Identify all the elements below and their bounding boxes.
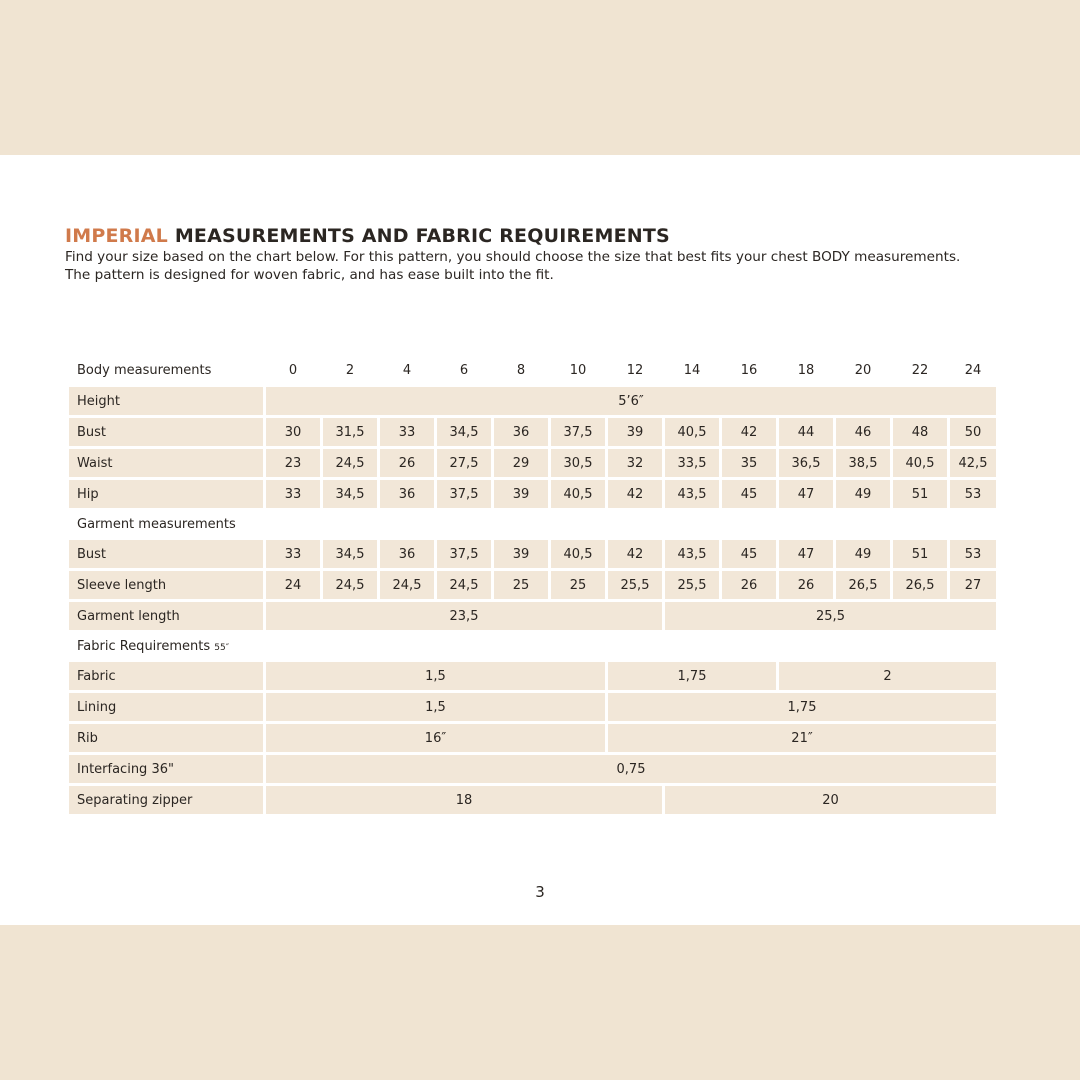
size-header: 20 [854,362,872,378]
table-row-height [69,387,996,415]
title-accent: IMPERIAL [65,225,168,247]
table-row-hip [69,480,996,508]
table-cell: 35 [722,449,776,477]
table-cell: 39 [494,480,548,508]
row-label: Interfacing 36" [69,755,263,783]
section-row-garment [69,511,996,537]
table-cell: 33 [380,418,434,446]
table-cell: 23 [266,449,320,477]
size-header: 6 [459,362,469,378]
table-cell: 44 [779,418,833,446]
intro-line-1: Find your size based on the chart below. For this pattern, you should choose the size that best fits your chest BODY measurements. [65,249,961,265]
table-row-lining [69,693,996,721]
row-label: Lining [69,693,263,721]
table-cell: 42 [608,540,662,568]
size-header: 14 [683,362,701,378]
table-cell: 43,5 [665,540,719,568]
table-cell: 40,5 [551,480,605,508]
size-header: 10 [569,362,587,378]
size-chart-table [66,353,999,817]
size-header: 2 [345,362,355,378]
table-row-rib [69,724,996,752]
table-cell: 25,5 [665,602,996,630]
table-row-fabric [69,662,996,690]
row-label: Waist [69,449,263,477]
row-label: Bust [69,540,263,568]
table-cell: 24,5 [323,449,377,477]
size-header: 8 [516,362,526,378]
section-label-fabric [69,633,996,659]
section-label-garment: Garment measurements [77,516,236,532]
table-cell: 40,5 [893,449,947,477]
table-cell: 26 [779,571,833,599]
table-cell: 36,5 [779,449,833,477]
table-cell: 27,5 [437,449,491,477]
page-number: 3 [535,883,545,901]
table-cell: 40,5 [551,540,605,568]
table-cell: 32 [608,449,662,477]
table-cell: 33,5 [665,449,719,477]
table-cell: 39 [494,540,548,568]
table-row-interfacing [69,755,996,783]
table-row-sleeve-length [69,571,996,599]
size-header: 24 [964,362,982,378]
table-cell: 53 [950,540,996,568]
table-cell: 25,5 [665,571,719,599]
size-header: 16 [740,362,758,378]
fabric-section-title: Fabric Requirements [77,638,211,654]
table-cell: 47 [779,540,833,568]
table-cell: 26 [380,449,434,477]
document-page [0,155,1080,925]
row-label: Separating zipper [69,786,263,814]
table-cell: 30 [266,418,320,446]
table-cell: 51 [893,540,947,568]
table-cell: 37,5 [437,540,491,568]
table-cell: 40,5 [665,418,719,446]
table-cell: 46 [836,418,890,446]
table-cell: 23,5 [266,602,662,630]
table-cell: 31,5 [323,418,377,446]
table-cell: 1,5 [266,662,605,690]
table-cell: 26 [722,571,776,599]
table-cell: 29 [494,449,548,477]
table-cell: 39 [608,418,662,446]
table-cell: 49 [836,480,890,508]
table-cell: 51 [893,480,947,508]
row-label: Hip [69,480,263,508]
section-row-fabric [69,633,996,659]
row-label: Fabric [69,662,263,690]
table-cell: 34,5 [323,540,377,568]
table-cell: 53 [950,480,996,508]
size-header: 12 [626,362,644,378]
table-cell: 16″ [266,724,605,752]
table-cell: 27 [950,571,996,599]
table-cell: 2 [779,662,996,690]
table-cell: 1,75 [608,662,776,690]
table-cell: 43,5 [665,480,719,508]
table-cell: 49 [836,540,890,568]
row-label: Garment length [69,602,263,630]
table-cell: 20 [665,786,996,814]
table-cell: 42 [722,418,776,446]
table-cell: 50 [950,418,996,446]
title-rest: MEASUREMENTS AND FABRIC REQUIREMENTS [168,225,670,247]
table-cell: 1,5 [266,693,605,721]
table-cell: 33 [266,540,320,568]
table-cell: 34,5 [437,418,491,446]
table-cell: 24,5 [437,571,491,599]
table-cell: 26,5 [836,571,890,599]
table-row-waist [69,449,996,477]
table-cell: 21″ [608,724,996,752]
table-cell: 18 [266,786,662,814]
page-title [65,225,670,247]
table-cell: 38,5 [836,449,890,477]
size-header: 18 [797,362,815,378]
table-cell: 24 [266,571,320,599]
table-cell: 36 [380,480,434,508]
intro-line-2: The pattern is designed for woven fabric, and has ease built into the fit. [65,267,554,283]
row-label: Sleeve length [69,571,263,599]
table-row-bust [69,418,996,446]
table-row-zipper [69,786,996,814]
section-label-body: Body measurements [77,362,212,378]
table-cell: 48 [893,418,947,446]
size-header: 0 [288,362,298,378]
table-cell: 34,5 [323,480,377,508]
table-cell: 42 [608,480,662,508]
table-cell: 37,5 [551,418,605,446]
size-header-row [69,356,996,384]
size-header: 4 [402,362,412,378]
table-cell: 25 [494,571,548,599]
table-cell: 36 [380,540,434,568]
table-cell: 45 [722,540,776,568]
table-cell: 42,5 [950,449,996,477]
table-row-garment-length [69,602,996,630]
table-cell: 26,5 [893,571,947,599]
table-cell: 33 [266,480,320,508]
row-label: Rib [69,724,263,752]
intro-text [65,248,1025,284]
table-cell: 0,75 [266,755,996,783]
table-cell: 1,75 [608,693,996,721]
table-cell: 30,5 [551,449,605,477]
table-cell: 24,5 [323,571,377,599]
table-cell: 25,5 [608,571,662,599]
table-cell: 25 [551,571,605,599]
row-label: Bust [69,418,263,446]
table-cell: 5’6″ [266,387,996,415]
table-cell: 45 [722,480,776,508]
table-cell: 36 [494,418,548,446]
size-header: 22 [911,362,929,378]
fabric-width: 55″ [214,642,230,653]
table-cell: 37,5 [437,480,491,508]
row-label: Height [69,387,263,415]
table-cell: 47 [779,480,833,508]
table-cell: 24,5 [380,571,434,599]
table-row-garment-bust [69,540,996,568]
